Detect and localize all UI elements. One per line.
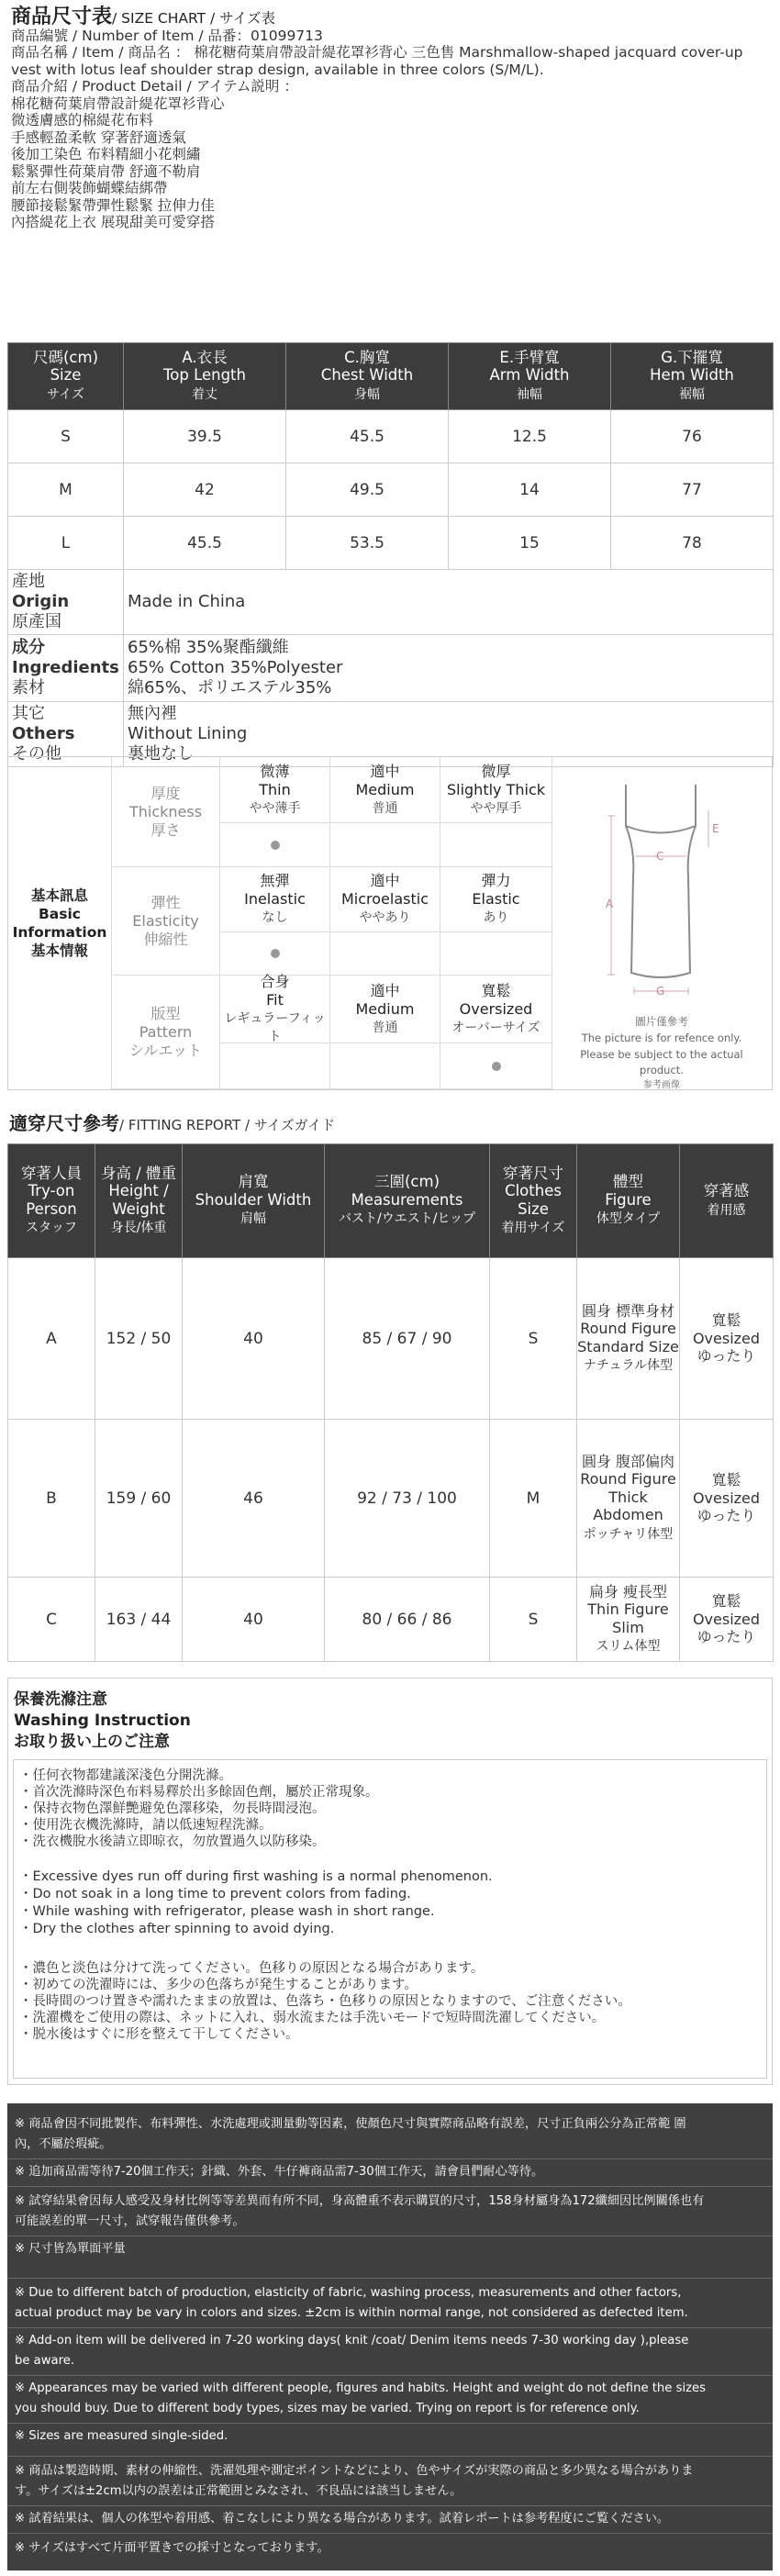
detail-line: 棉花糖荷葉肩帶設計緹花罩衫背心 xyxy=(11,95,225,112)
category-line: 厚度 xyxy=(150,784,181,802)
selected-dot-icon xyxy=(492,1062,501,1071)
ingredients-value xyxy=(124,635,774,702)
figure-line: Thin Figure Slim xyxy=(587,1600,669,1636)
fitting-row-c xyxy=(8,1578,774,1662)
info-option xyxy=(220,972,330,1044)
header-line: 身長/体重 xyxy=(110,1221,167,1235)
info-option xyxy=(440,757,552,823)
header-line: C.胸寬 xyxy=(344,348,390,366)
label-line: Ingredients xyxy=(12,658,119,677)
option-line: Medium xyxy=(355,999,415,1018)
size-chart-title-sub: / SIZE CHART / サイズ表 xyxy=(112,10,275,27)
value-line: 65% Cotton 35%Polyester xyxy=(128,658,343,677)
note-divider xyxy=(7,2533,773,2534)
detail-line: 前左右側裝飾蝴蝶結綁帶 xyxy=(11,180,168,196)
header-line: Size xyxy=(50,366,82,385)
diagram-label-g: G xyxy=(656,985,665,998)
info-indicator-cell xyxy=(440,932,552,976)
label-line: 原產国 xyxy=(12,612,61,631)
note-divider xyxy=(7,2278,773,2279)
option-line: Inelastic xyxy=(244,890,306,908)
info-indicator-cell xyxy=(440,823,552,867)
feel-line: Ovesized xyxy=(692,1329,761,1347)
note-line: 內，不屬於瑕疵。 xyxy=(15,2137,112,2151)
note-line: actual product may be vary in colors and sizes. ±2cm is within normal range, not considered as defected item. xyxy=(15,2306,688,2320)
info-option xyxy=(330,757,440,823)
note-line: be aware. xyxy=(15,2354,75,2368)
label-line: 基本訊息 xyxy=(30,887,88,904)
basic-info-panel xyxy=(7,756,773,1090)
note-line: ※ 試着結果は、個人の体型や着用感、着こなしにより異なる場合があります。試着レポートは参考程度にご覧ください。 xyxy=(15,2512,670,2526)
washing-line: ・濃色と淡色は分けて洗ってください。色移りの原因となる場合があります。 xyxy=(19,1961,485,1976)
header-line: Height / Weight xyxy=(108,1182,169,1218)
header-line: 着丈 xyxy=(192,386,217,402)
option-line: 無彈 xyxy=(260,872,290,889)
fitting-report-title xyxy=(9,1109,335,1135)
option-line: 合身 xyxy=(260,972,290,990)
feel-line: 寬鬆 xyxy=(711,1471,741,1489)
figure-line: ナチュラル体型 xyxy=(583,1358,674,1373)
header-line: 穿著人員 xyxy=(21,1164,82,1182)
ingredients-row xyxy=(8,635,774,702)
fit-cell: 85 / 67 / 90 xyxy=(325,1258,490,1420)
picture-caption: 参考画像 xyxy=(643,1080,680,1089)
info-option xyxy=(330,867,440,932)
option-line: 微厚 xyxy=(481,762,511,780)
header-hem-width xyxy=(611,343,774,410)
washing-heading-en: Washing Instruction xyxy=(14,1712,191,1730)
value-line: 65%棉 35%聚酯纖維 xyxy=(128,638,289,657)
note-line: ※ Add-on item will be delivered in 7-20 working days( knit /coat/ Denim items needs 7-30 working day ),please xyxy=(15,2334,689,2347)
option-line: 普通 xyxy=(372,1020,398,1035)
fitting-table xyxy=(7,1143,774,1662)
info-category xyxy=(112,976,220,1089)
info-option xyxy=(330,976,440,1043)
header-line: 穿著尺寸 xyxy=(503,1164,563,1182)
info-option xyxy=(440,976,552,1043)
header-feeling xyxy=(680,1144,774,1258)
note-line: 可能誤差的單一尺寸，試穿報告僅供參考。 xyxy=(15,2214,245,2228)
header-line: Figure xyxy=(605,1190,652,1209)
label-line: 基本情報 xyxy=(30,942,88,959)
washing-heading xyxy=(14,1689,191,1753)
tank-top-diagram-icon xyxy=(552,757,772,1089)
option-line: 普通 xyxy=(372,800,398,816)
size-chart-title-zh: 商品尺寸表 xyxy=(11,6,113,28)
fit-feel-cell xyxy=(680,1258,774,1420)
option-line: レギュラーフィット xyxy=(224,1010,326,1044)
fit-cell: A xyxy=(8,1258,95,1420)
option-line: Oversized xyxy=(459,999,533,1018)
value-line: 裏地なし xyxy=(128,744,194,764)
product-detail-label: 商品介紹 / Product Detail / アイテム説明 ： xyxy=(11,78,298,95)
note-line: ※ Sizes are measured single-sided. xyxy=(15,2429,228,2443)
figure-line: Round Figure Standard Size xyxy=(577,1320,679,1355)
option-line: Elastic xyxy=(472,890,520,908)
fit-figure-cell xyxy=(577,1578,680,1662)
option-line: Slightly Thick xyxy=(446,780,546,798)
note-line: you should buy. Due to different body types, sizes may be varied. Trying on report is for reference only. xyxy=(15,2402,640,2415)
header-line: 裾幅 xyxy=(679,386,705,402)
info-option xyxy=(220,757,330,823)
diagram-label-a: A xyxy=(606,898,614,910)
size-row-m xyxy=(8,463,774,517)
option-line: あり xyxy=(483,910,509,925)
note-line: ※ サイズはすべて片面平置きでの採寸となっております。 xyxy=(15,2541,329,2555)
figure-line: 圓身 標準身材 xyxy=(581,1301,675,1320)
origin-row xyxy=(8,570,774,635)
size-cell: 45.5 xyxy=(286,410,449,463)
note-line: ※ 試穿結果會因每人感受及身材比例等等差異而有所不同，身高體重不表示購買的尺寸，158身材屬身為172纖細因比例關係也有 xyxy=(15,2194,705,2208)
label-line: Information xyxy=(12,924,107,941)
category-line: Thickness xyxy=(128,802,203,820)
header-clothes-size xyxy=(490,1144,577,1258)
size-row-l xyxy=(8,517,774,570)
notes-panel xyxy=(7,2103,773,2570)
value-line: 綿65%、ポリエステル35% xyxy=(128,678,332,697)
header-chest-width xyxy=(286,343,449,410)
note-line: ※ 商品は製造時期、素材の伸縮性、洗濯処理や測定ポイントなどにより、色やサイズが実際の商品と多少異なる場合がありま xyxy=(15,2464,694,2478)
info-indicator-cell xyxy=(440,1043,552,1089)
figure-line: 扁身 瘦長型 xyxy=(588,1582,668,1600)
size-cell: 49.5 xyxy=(286,463,449,517)
size-cell: 78 xyxy=(611,517,774,570)
header-line: 袖幅 xyxy=(517,386,542,402)
fit-figure-cell xyxy=(577,1420,680,1578)
washing-line: ・洗濯機をご使用の際は、ネットに入れ、弱水流または手洗いモードで短時間洗濯してください。 xyxy=(19,2011,606,2025)
option-line: Thin xyxy=(259,780,291,798)
header-line: 體型 xyxy=(613,1173,643,1191)
washing-line: ・Do not soak in a long time to prevent colors from fading. xyxy=(19,1887,411,1901)
option-line: 適中 xyxy=(370,872,400,889)
value-line: Without Lining xyxy=(128,724,248,743)
option-line: Microelastic xyxy=(340,890,429,908)
option-line: なし xyxy=(262,910,288,925)
note-divider xyxy=(7,2158,773,2159)
header-try-on-person xyxy=(8,1144,95,1258)
category-line: 彈性 xyxy=(150,893,181,911)
label-line: 素材 xyxy=(12,678,45,697)
header-line: A.衣長 xyxy=(182,348,228,366)
option-line: Medium xyxy=(355,780,415,798)
fitting-table-header xyxy=(8,1144,774,1258)
header-shoulder-width xyxy=(183,1144,325,1258)
feel-line: 寬鬆 xyxy=(711,1592,741,1611)
diagram-label-e: E xyxy=(712,822,719,835)
item-name: 商品名稱 / Item / 商品名 ： 棉花糖荷葉肩帶設計緹花罩衫背心 三色售 Marshmallow-shaped jacquard cover-up vest with lotus leaf shoulder strap design, available in three colors (S/M/L). xyxy=(11,44,743,78)
washing-line: ・保持衣物色澤鮮艷避免色澤移染，勿長時間浸泡。 xyxy=(19,1801,326,1816)
feel-line: ゆったり xyxy=(696,1507,756,1525)
feel-line: 寬鬆 xyxy=(711,1311,741,1330)
note-divider xyxy=(7,2505,773,2506)
label-line: Basic xyxy=(38,906,81,922)
note-line: ※ Appearances may be varied with different people, figures and habits. Height and weight do not define the sizes xyxy=(15,2381,707,2395)
size-cell: 42 xyxy=(124,463,286,517)
info-indicator-cell xyxy=(330,1043,440,1089)
feel-line: ゆったり xyxy=(696,1347,756,1366)
header-line: 着用感 xyxy=(707,1202,746,1218)
size-cell: M xyxy=(8,463,124,517)
fit-feel-cell xyxy=(680,1578,774,1662)
size-chart-title xyxy=(11,6,769,28)
size-row-s xyxy=(8,410,774,463)
size-cell: 14 xyxy=(449,463,611,517)
note-line: す。サイズは±2cm以内の誤差は正常範囲とみなされ、不良品には該当しません。 xyxy=(15,2484,462,2498)
note-divider xyxy=(7,2375,773,2376)
fitting-row-b xyxy=(8,1420,774,1578)
figure-line: Round Figure Thick Abdomen xyxy=(580,1470,676,1524)
product-header xyxy=(11,6,769,231)
fit-cell: 163 / 44 xyxy=(95,1578,183,1662)
origin-label xyxy=(8,570,124,635)
category-line: 伸縮性 xyxy=(143,930,188,948)
fit-cell: 152 / 50 xyxy=(95,1258,183,1420)
header-line: サイズ xyxy=(47,386,84,402)
size-cell: 12.5 xyxy=(449,410,611,463)
fit-feel-cell xyxy=(680,1420,774,1578)
fit-figure-cell xyxy=(577,1258,680,1420)
header-arm-width xyxy=(449,343,611,410)
washing-line: ・Excessive dyes run off during first washing is a normal phenomenon. xyxy=(19,1869,493,1884)
feel-line: Ovesized xyxy=(692,1489,761,1507)
fitting-row-a xyxy=(8,1258,774,1420)
washing-line: ・Dry the clothes after spinning to avoid dying. xyxy=(19,1922,335,1936)
category-line: Elasticity xyxy=(132,911,199,930)
feel-line: ゆったり xyxy=(696,1628,756,1646)
info-indicator-cell xyxy=(220,823,330,867)
washing-instructions-box xyxy=(13,1759,767,2079)
header-line: スタッフ xyxy=(26,1221,77,1235)
washing-heading-jp: お取り扱い上のご注意 xyxy=(14,1733,170,1751)
header-line: 穿著感 xyxy=(703,1182,750,1199)
category-line: シルエット xyxy=(128,1041,203,1059)
figure-line: 圓身 腹部偏肉 xyxy=(581,1452,675,1470)
picture-caption: The picture is for refence only. xyxy=(581,1032,742,1044)
label-line: Others xyxy=(12,724,75,743)
header-line: 身高 / 體重 xyxy=(100,1164,177,1182)
header-line: E.手臂寬 xyxy=(499,348,560,366)
header-top-length xyxy=(124,343,286,410)
size-cell: 45.5 xyxy=(124,517,286,570)
fit-cell: 40 xyxy=(183,1258,325,1420)
size-table-header xyxy=(8,343,774,410)
value-line: 無內裡 xyxy=(128,704,177,723)
fit-cell: 92 / 73 / 100 xyxy=(325,1420,490,1578)
label-line: Origin xyxy=(12,592,70,611)
header-line: Shoulder Width xyxy=(195,1190,312,1209)
info-category xyxy=(112,757,220,867)
note-line: ※ 尺寸皆為單面平量 xyxy=(15,2242,126,2256)
figure-line: ポッチャリ体型 xyxy=(583,1526,674,1542)
header-line: G.下擺寬 xyxy=(661,348,723,366)
detail-line: 鬆緊彈性荷葉肩帶 舒適不勒肩 xyxy=(11,162,201,180)
detail-line: 內搭緹花上衣 展現甜美可愛穿搭 xyxy=(11,214,215,230)
note-divider xyxy=(7,2327,773,2328)
washing-instruction-panel xyxy=(7,1678,773,2085)
washing-heading-zh: 保養洗滌注意 xyxy=(14,1690,107,1709)
category-line: 厚さ xyxy=(150,820,181,839)
washing-line: ・洗衣機脫水後請立即晾衣，勿放置過久以防移染。 xyxy=(19,1834,326,1849)
washing-line: ・使用洗衣機洗滌時，請以低速短程洗滌。 xyxy=(19,1818,273,1833)
header-line: 着用サイズ xyxy=(501,1221,565,1235)
option-line: ややあり xyxy=(359,910,411,925)
fit-cell: B xyxy=(8,1420,95,1578)
header-figure xyxy=(577,1144,680,1258)
option-line: 適中 xyxy=(370,981,400,999)
info-option xyxy=(440,867,552,932)
detail-line: 腰節接鬆緊帶彈性鬆緊 拉伸力佳 xyxy=(11,196,215,214)
detail-line: 微透膚感的棉緹花布料 xyxy=(11,112,154,128)
header-line: Chest Width xyxy=(320,366,414,385)
header-line: 肩幅 xyxy=(240,1211,266,1227)
size-cell: L xyxy=(8,517,124,570)
figure-line: スリム体型 xyxy=(596,1639,661,1654)
option-line: やや薄手 xyxy=(249,800,301,816)
label-line: その他 xyxy=(12,744,61,764)
fit-cell: S xyxy=(490,1258,577,1420)
note-divider xyxy=(7,2186,773,2187)
header-line: 体型タイプ xyxy=(596,1211,661,1227)
header-line: 身幅 xyxy=(354,386,380,402)
note-line: ※ 商品會因不同批製作、布料彈性、水洗處理或測量動等因素，使顏色尺寸與實際商品略有誤差，尺寸正負兩公分為正常範 圍 xyxy=(15,2117,686,2131)
fit-cell: S xyxy=(490,1578,577,1662)
feel-line: Ovesized xyxy=(692,1610,761,1628)
washing-line: ・While washing with refrigerator, please wash in short range. xyxy=(19,1904,435,1919)
header-line: バスト/ウエスト/ヒップ xyxy=(338,1211,475,1227)
garment-diagram xyxy=(552,757,772,1089)
option-line: 寬鬆 xyxy=(481,981,511,999)
header-line: Arm Width xyxy=(489,366,570,385)
size-cell: 76 xyxy=(611,410,774,463)
size-table xyxy=(7,342,774,767)
header-line: Clothes Size xyxy=(505,1182,562,1218)
picture-caption: product. xyxy=(640,1064,684,1076)
washing-line: ・初めての洗濯時には、多少の色落ちが発生することがあります。 xyxy=(19,1978,418,1992)
info-option xyxy=(220,867,330,932)
washing-line: ・脱水後はすぐに形を整えて干してください。 xyxy=(19,2027,299,2042)
option-line: 適中 xyxy=(370,762,400,780)
diagram-label-c: C xyxy=(656,850,664,863)
option-line: やや厚手 xyxy=(470,800,522,816)
header-size xyxy=(8,343,124,410)
washing-line: ・任何衣物都建議深淺色分開洗滌。 xyxy=(19,1768,232,1783)
detail-line: 後加工染色 布料精細小花刺繡 xyxy=(11,146,201,162)
option-line: 彈力 xyxy=(481,872,511,889)
selected-dot-icon xyxy=(271,949,280,958)
header-line: Top Length xyxy=(162,366,246,385)
header-line: Measurements xyxy=(351,1190,463,1209)
picture-caption: Please be subject to the actual xyxy=(580,1048,743,1061)
info-indicator-cell xyxy=(330,932,440,976)
fit-cell: 40 xyxy=(183,1578,325,1662)
header-measurements xyxy=(325,1144,490,1258)
info-category xyxy=(112,867,220,976)
category-line: Pattern xyxy=(139,1022,193,1041)
label-line: 其它 xyxy=(12,704,45,723)
note-divider xyxy=(7,2423,773,2424)
size-cell: 39.5 xyxy=(124,410,286,463)
fitting-title-zh: 適穿尺寸參考 xyxy=(9,1112,119,1134)
header-line: 三圍(cm) xyxy=(373,1173,440,1191)
fit-cell: 159 / 60 xyxy=(95,1420,183,1578)
info-indicator-cell xyxy=(220,932,330,976)
fit-cell: 80 / 66 / 86 xyxy=(325,1578,490,1662)
item-number: 商品編號 / Number of Item / 品番：01099713 xyxy=(11,27,323,44)
washing-line: ・首次洗滌時深色布料易釋於出多餘固色劑，屬於正常現象。 xyxy=(19,1785,379,1800)
option-line: オーバーサイズ xyxy=(451,1020,540,1035)
size-cell: 77 xyxy=(611,463,774,517)
info-indicator-cell xyxy=(330,823,440,867)
note-line: ※ Due to different batch of production, elasticity of fabric, washing process, measurements and other factors, xyxy=(15,2286,682,2300)
washing-line: ・長時間のつけ置きや濡れたままの放置は、色落ち・色移りの原因となりますので、ご注意ください。 xyxy=(19,1994,631,2009)
header-height-weight xyxy=(95,1144,183,1258)
picture-caption: 圖片僅參考 xyxy=(635,1015,688,1028)
note-line: ※ 追加商品需等待7-20個工作天；針織、外套、牛仔褲商品需7-30個工作天，請會員們耐心等待。 xyxy=(15,2165,544,2179)
size-cell: S xyxy=(8,410,124,463)
fit-cell: C xyxy=(8,1578,95,1662)
category-line: 版型 xyxy=(150,1004,181,1022)
basic-info-label xyxy=(8,757,112,1089)
info-indicator-cell xyxy=(220,1043,330,1089)
header-line: Try-on Person xyxy=(26,1182,77,1218)
label-line: 成分 xyxy=(12,638,45,657)
origin-value: Made in China xyxy=(124,570,774,635)
label-line: 產地 xyxy=(12,572,45,591)
selected-dot-icon xyxy=(271,841,280,850)
fit-cell: M xyxy=(490,1420,577,1578)
header-line: Hem Width xyxy=(650,366,734,385)
basic-info-grid xyxy=(112,757,552,1089)
option-line: 微薄 xyxy=(260,762,290,780)
header-line: 肩寬 xyxy=(238,1173,269,1191)
fit-cell: 46 xyxy=(183,1420,325,1578)
ingredients-label xyxy=(8,635,124,702)
detail-line: 手感輕盈柔軟 穿著舒適透氣 xyxy=(11,128,186,146)
size-cell: 53.5 xyxy=(286,517,449,570)
header-line: 尺碼(cm) xyxy=(32,348,99,366)
fitting-title-sub: / FITTING REPORT / サイズガイド xyxy=(119,1117,336,1133)
note-divider xyxy=(7,2456,773,2457)
option-line: Fit xyxy=(266,990,284,1009)
size-cell: 15 xyxy=(449,517,611,570)
